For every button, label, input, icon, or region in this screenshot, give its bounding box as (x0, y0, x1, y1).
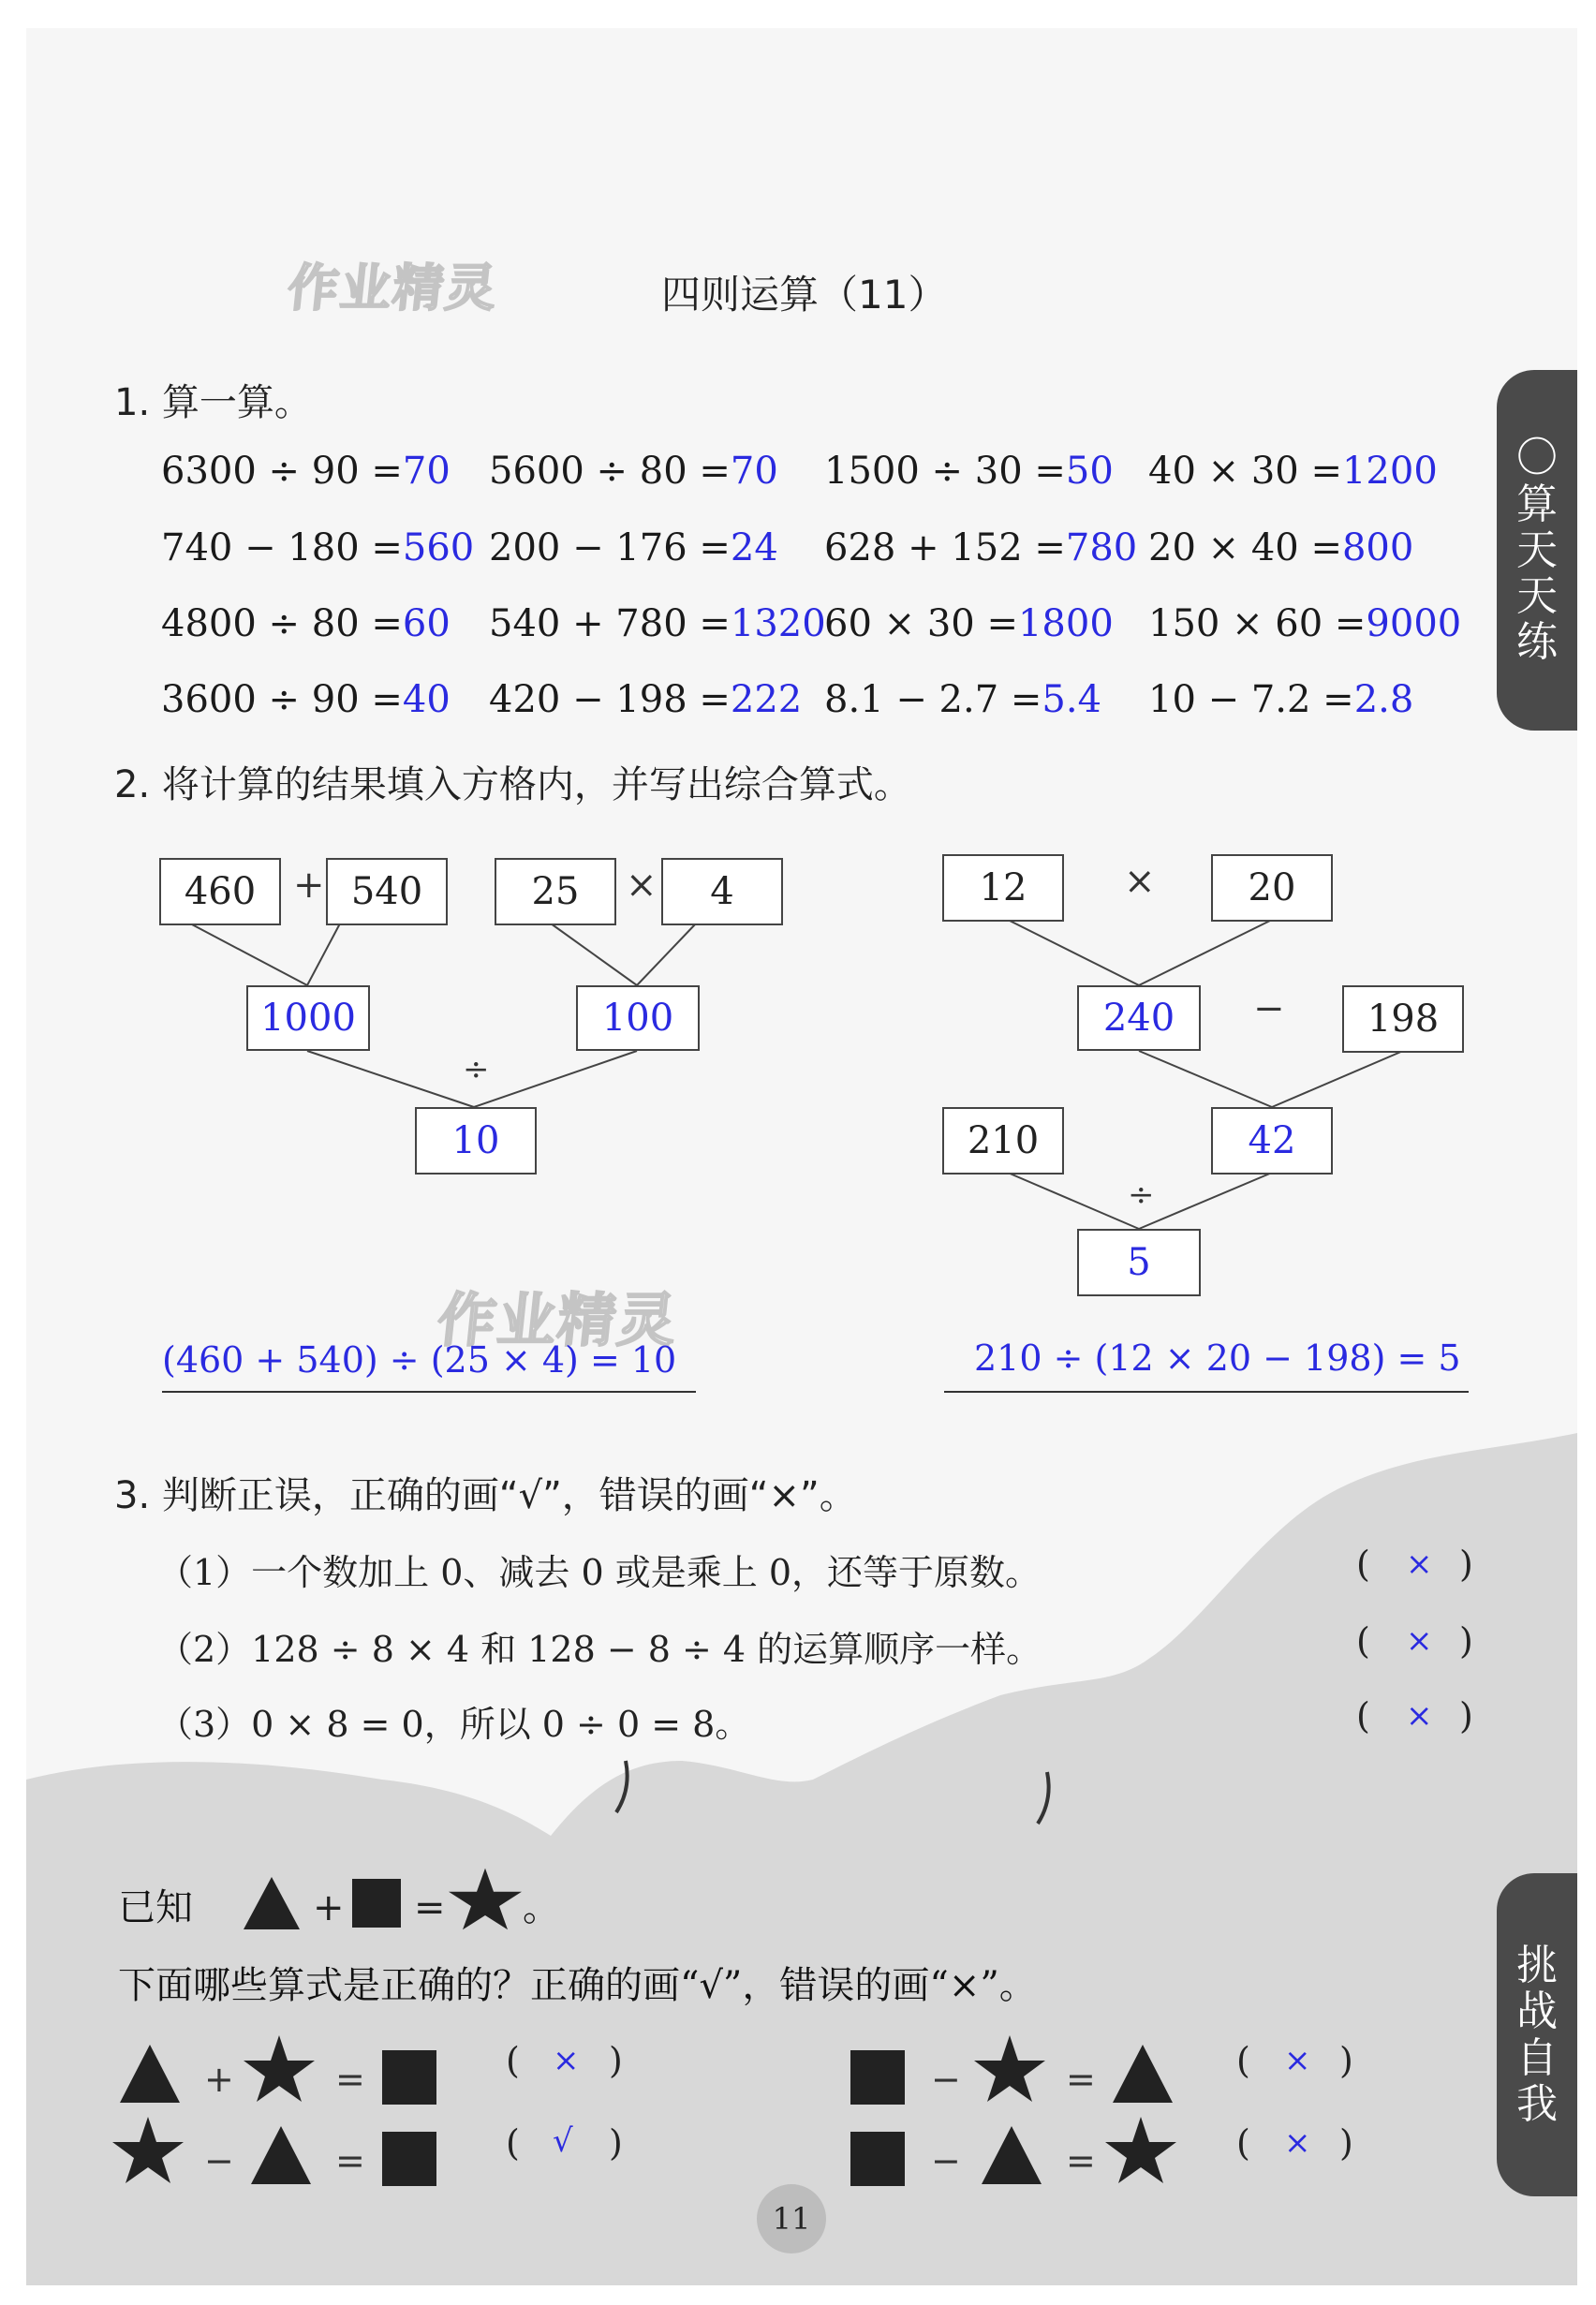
tree-operator: − (1253, 987, 1285, 1030)
tree-operator: × (1124, 860, 1156, 903)
calc-answer: 1200 (1341, 450, 1438, 493)
tree-box: 460 (159, 858, 281, 925)
q1-heading: 1. 算一算。 (114, 381, 312, 424)
challenge-expression (111, 2028, 476, 2112)
svg-text:=: = (414, 1886, 446, 1929)
given-shapes (214, 1864, 560, 1939)
calc-answer: 70 (402, 450, 451, 493)
calc-expr: 150 × 60 = (1148, 602, 1367, 645)
square-icon (850, 2132, 905, 2186)
svg-text:=: = (1066, 2059, 1096, 2100)
calc-expr: 1500 ÷ 30 = (824, 450, 1066, 493)
side-tab-char: 天 (1516, 572, 1558, 621)
calc-answer: 800 (1341, 526, 1414, 569)
answer-underline (162, 1391, 696, 1393)
tree-box: 210 (942, 1107, 1064, 1175)
q2-heading: 2. 将计算的结果填入方格内，并写出综合算式。 (114, 763, 911, 806)
q3-heading: 3. 判断正误，正确的画“√”，错误的画“×”。 (114, 1474, 857, 1517)
paren-open: ( (1236, 2040, 1250, 2081)
calc-expr: 540 + 780 = (489, 602, 731, 645)
star-icon (1105, 2117, 1176, 2183)
combined-formula[interactable]: 210 ÷ (12 × 20 − 198) = 5 (974, 1337, 1461, 1379)
calc-expr: 20 × 40 = (1148, 526, 1342, 569)
challenge-given-prefix: 已知 (118, 1886, 193, 1929)
calc-expr: 740 − 180 = (161, 526, 403, 569)
tree-result-box[interactable]: 1000 (246, 985, 370, 1051)
svg-text:−: − (204, 2140, 234, 2181)
calc-expr: 6300 ÷ 90 = (161, 450, 403, 493)
svg-text:=: = (335, 2059, 365, 2100)
calc-answer: 1320 (730, 602, 826, 645)
paren-close: ) (1339, 2122, 1353, 2164)
calc-expr: 4800 ÷ 80 = (161, 602, 403, 645)
judge-paren-open: ( (1356, 1620, 1370, 1662)
tree-result-box[interactable]: 100 (576, 985, 700, 1051)
svg-text:+: + (204, 2059, 234, 2100)
challenge-expression (841, 2109, 1206, 2194)
watermark: 作业精灵 (434, 1286, 682, 1354)
tree-box: 540 (326, 858, 448, 925)
judge-item: （2）128 ÷ 8 × 4 和 128 − 8 ÷ 4 的运算顺序一样。 (157, 1629, 1042, 1670)
calc-expr: 628 + 152 = (824, 526, 1066, 569)
calc-answer: 2.8 (1353, 678, 1414, 721)
page-title: 四则运算（11） (661, 272, 948, 318)
judge-paren-open: ( (1356, 1695, 1370, 1736)
svg-text:=: = (1066, 2140, 1096, 2181)
triangle-icon (1113, 2045, 1173, 2103)
calc-answer: 50 (1065, 450, 1114, 493)
side-tab-char: 战 (1516, 1987, 1558, 2036)
calc-expr: 40 × 30 = (1148, 450, 1342, 493)
square-icon (382, 2132, 436, 2186)
paren-close: ) (609, 2122, 623, 2164)
star-icon (449, 1869, 522, 1930)
tree-operator: × (626, 864, 658, 907)
side-tab-char: 自 (1516, 2033, 1558, 2082)
calc-answer: 9000 (1366, 602, 1462, 645)
tree-box: 20 (1211, 854, 1333, 922)
challenge-given (118, 1878, 193, 1931)
challenge-expression (841, 2028, 1206, 2112)
tree-box: 25 (495, 858, 616, 925)
judge-paren-open: ( (1356, 1544, 1370, 1585)
calc-expr: 200 − 176 = (489, 526, 731, 569)
tree-connector-lines (26, 28, 1577, 2285)
challenge-answer[interactable]: × (1284, 2042, 1311, 2079)
side-tab-char: 〇 (1516, 434, 1558, 482)
side-tab-char: 练 (1516, 618, 1558, 667)
star-icon (112, 2117, 184, 2183)
judge-item: （3）0 × 8 = 0，所以 0 ÷ 0 = 8。 (157, 1704, 751, 1745)
judge-answer[interactable]: × (1406, 1697, 1433, 1735)
calc-answer: 5.4 (1042, 678, 1102, 721)
judge-item: （1）一个数加上 0、减去 0 或是乘上 0，还等于原数。 (157, 1552, 1042, 1593)
challenge-question: 下面哪些算式是正确的？正确的画“√”，错误的画“×”。 (118, 1964, 1037, 2007)
challenge-expression (111, 2109, 476, 2194)
side-tab-char: 算 (1516, 480, 1558, 528)
judge-paren-close: ) (1459, 1620, 1473, 1662)
tree-final-box[interactable]: 5 (1077, 1229, 1201, 1296)
side-tab-char: 挑 (1516, 1941, 1558, 1989)
star-icon (974, 2035, 1045, 2102)
tree-result-box[interactable]: 240 (1077, 985, 1201, 1051)
side-tab-char: 天 (1516, 525, 1558, 574)
tree-operator: + (293, 864, 325, 907)
watermark: 作业精灵 (285, 259, 501, 318)
challenge-answer[interactable]: √ (553, 2122, 573, 2160)
challenge-answer[interactable]: × (1284, 2124, 1311, 2162)
star-icon (244, 2035, 315, 2102)
calc-answer: 1800 (1017, 602, 1114, 645)
calc-expr: 10 − 7.2 = (1148, 678, 1354, 721)
tree-operator: ÷ (1128, 1176, 1155, 1214)
tree-operator: ÷ (463, 1051, 490, 1088)
calc-expr: 8.1 − 2.7 = (824, 678, 1042, 721)
page-number: 11 (757, 2184, 826, 2253)
svg-text:−: − (931, 2140, 961, 2181)
calc-expr: 60 × 30 = (824, 602, 1018, 645)
challenge-answer[interactable]: × (553, 2042, 580, 2079)
svg-text:+: + (313, 1886, 345, 1929)
triangle-icon (982, 2126, 1042, 2184)
triangle-icon (251, 2126, 311, 2184)
tree-box: 12 (942, 854, 1064, 922)
paren-open: ( (506, 2040, 520, 2081)
tree-result-box[interactable]: 42 (1211, 1107, 1333, 1175)
paren-open: ( (506, 2122, 520, 2164)
square-icon (382, 2050, 436, 2105)
triangle-icon (244, 1877, 300, 1929)
tree-box: 198 (1342, 985, 1464, 1053)
worksheet-page (26, 28, 1577, 2285)
tree-final-box[interactable]: 10 (415, 1107, 537, 1175)
paren-close: ) (609, 2040, 623, 2081)
judge-paren-close: ) (1459, 1544, 1473, 1585)
judge-paren-close: ) (1459, 1695, 1473, 1736)
judge-answer[interactable]: × (1406, 1545, 1433, 1583)
paren-open: ( (1236, 2122, 1250, 2164)
side-tab-char: 我 (1516, 2079, 1558, 2128)
calc-answer: 24 (730, 526, 778, 569)
paren-close: ) (1339, 2040, 1353, 2081)
square-icon (352, 1879, 401, 1928)
tree-box: 4 (661, 858, 783, 925)
calc-answer: 60 (402, 602, 451, 645)
calc-answer: 70 (730, 450, 778, 493)
calc-expr: 3600 ÷ 90 = (161, 678, 403, 721)
svg-text:−: − (931, 2059, 961, 2100)
judge-answer[interactable]: × (1406, 1622, 1433, 1660)
combined-formula[interactable]: (460 + 540) ÷ (25 × 4) = 10 (162, 1339, 677, 1381)
square-icon (850, 2050, 905, 2105)
calc-answer: 40 (402, 678, 451, 721)
calc-expr: 420 − 198 = (489, 678, 731, 721)
triangle-icon (120, 2045, 180, 2103)
calc-answer: 780 (1065, 526, 1138, 569)
answer-underline (944, 1391, 1469, 1393)
calc-answer: 560 (402, 526, 475, 569)
challenge-given-suffix: 。 (523, 1886, 560, 1929)
calc-answer: 222 (730, 678, 803, 721)
svg-text:=: = (335, 2140, 365, 2181)
calc-expr: 5600 ÷ 80 = (489, 450, 731, 493)
